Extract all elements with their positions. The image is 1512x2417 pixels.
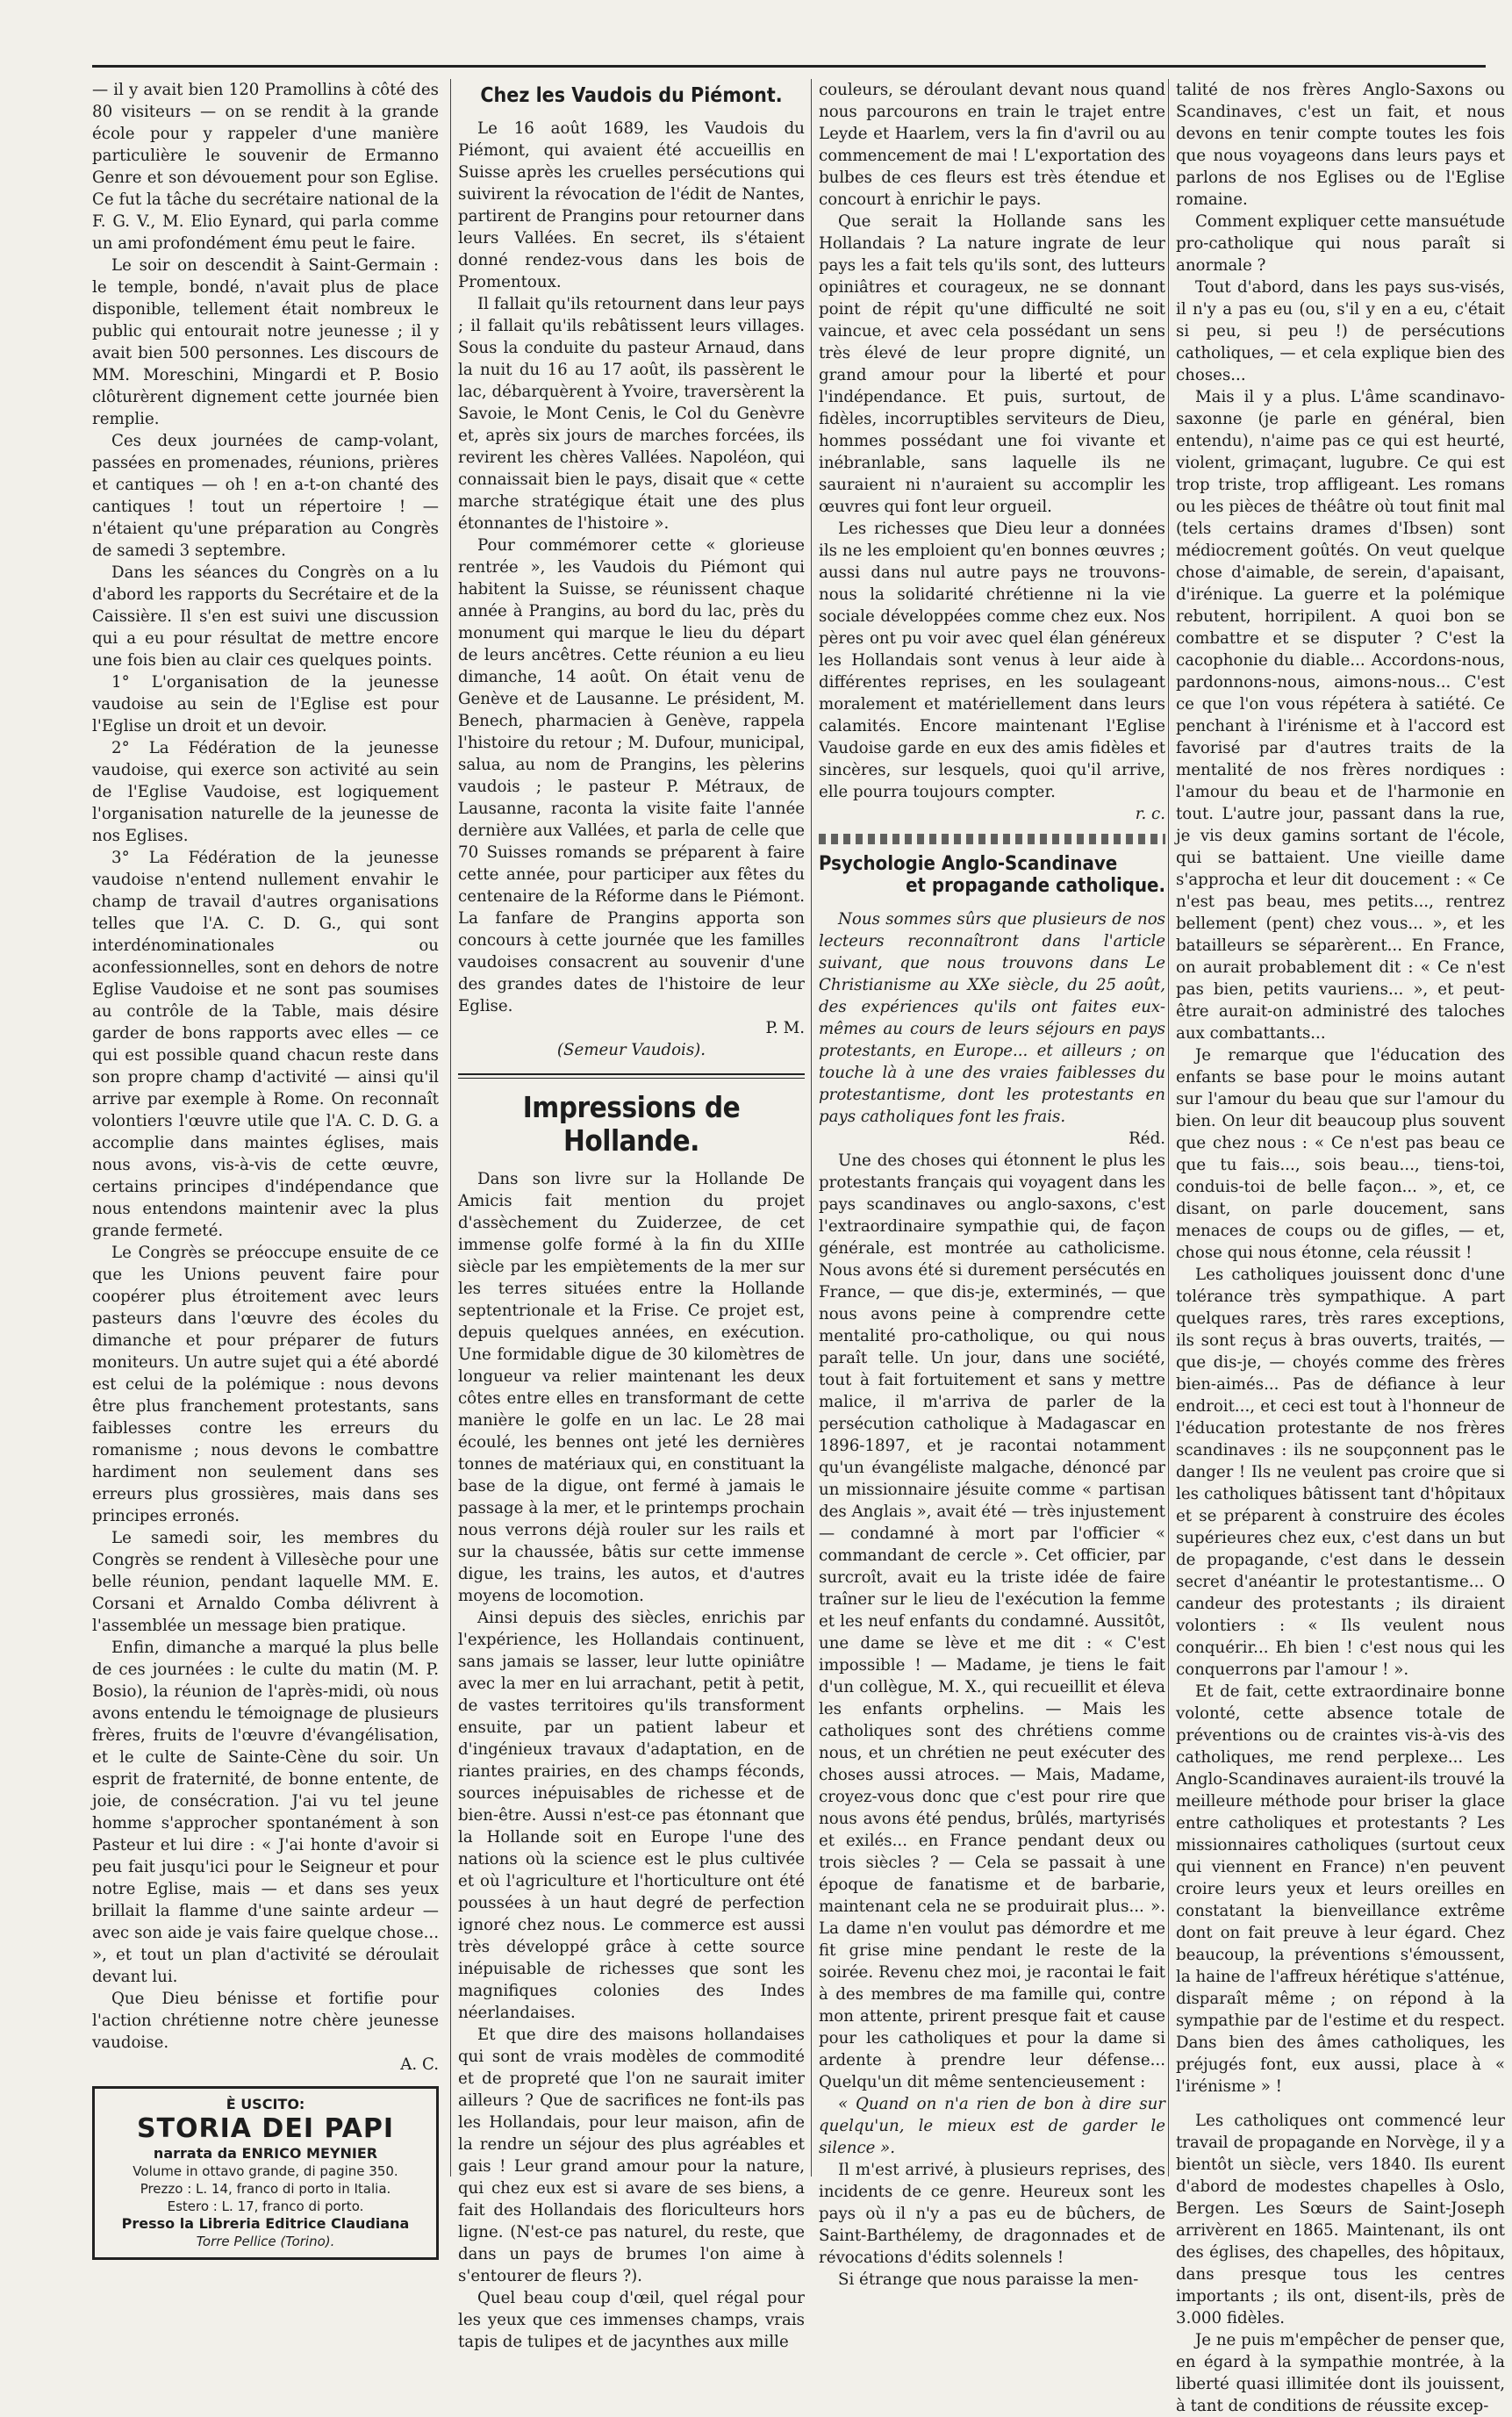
paragraph: Les richesses que Dieu leur a données ils ne les emploient qu'en bonnes œuvres ; aussi dans nul autre pays ne trouvons-nous la solidarité chrétienne ni la vie sociale développées comme chez eux. Nos pères ont pu voir avec quel élan généreux les Hollandais sont venus à leur aide à différentes reprises, en les soulageant moralement et matériellement dans leurs calamités. Encore maintenant l'Eglise Vaudoise garde en eux des amis fidèles et sincères, sur lesquels, quoi qu'il arrive, elle pourra toujours compter. xyxy=(819,520,1165,801)
paragraph: Que Dieu bénisse et fortifie pour l'action chrétienne notre chère jeunesse vaudoise. xyxy=(92,1990,439,2052)
paragraph: Je ne puis m'empêcher de penser que, en égard à la sympathie montrée, à la liberté quasi illimitée dont ils jouissent, à tant de conditions de réussite excep- xyxy=(1176,2331,1505,2415)
paragraph: Ces deux journées de camp-volant, passées en promenades, réunions, prières et cantiques — oh ! en a-t-on chanté des cantiques ! tout un répertoire ! — n'étaient qu'une préparation au Congrès de samedi 3 septembre. xyxy=(92,432,439,560)
ad-line: Torre Pellice (Torino). xyxy=(196,2234,335,2249)
book-advertisement xyxy=(92,2086,439,2260)
source-credit: (Semeur Vaudois). xyxy=(556,1041,706,1060)
paragraph: Le Congrès se préoccupe ensuite de ce que les Unions peuvent faire pour coopérer plus étroitement avec leurs pasteurs dans l'œuvre des écoles du dimanche et pour préparer de futurs moniteurs. Un autre sujet qui a été abordé est celui de la polémique : nous devons être plus franchement protestants, sans faiblesses contre les erreurs du romanisme ; nous devons le combattre hardiment non seulement dans ses erreurs plus grossières, mais dans ses principes erronés. xyxy=(92,1244,439,1525)
article-title: Impressions de Hollande. xyxy=(522,1090,741,1158)
paragraph: 3° La Fédération de la jeunesse vaudoise n'entend nullement envahir le champ de travail d'autres organisations telles que l'A. C. D. G., qui sont interdénominationales ou aconfessionnelles, sont en dehors de notre Eglise Vaudoise et ne sont pas soumises au contrôle de la Table, mais désire garder de bons rapports avec elles — ce qui est possible quand chacun reste dans son propre champ d'activité — ainsi qu'il arrive par exemple à Rome. On reconnaît volontiers l'œuvre utile que l'A. C. D. G. a accomplie dans maintes églises, mais nous avons, vis-à-vis de cette œuvre, certains principes d'indépendance que nous entendons maintenir avec la plus grande fermeté. xyxy=(92,849,439,1240)
paragraph: — il y avait bien 120 Pramollins à côté des 80 visiteurs — on se rendit à la grande école pour y rappeler d'une manière particulière le souvenir de Ermanno Genre et son dévouement pour son Eglise. Ce fut la tâche du secrétaire national de la F. G. V., M. Elio Eynard, qui parla comme un ami profondément ému peut le faire. xyxy=(92,81,439,253)
paragraph: Que serait la Hollande sans les Hollandais ? La nature ingrate de leur pays les a fait tels qu'ils sont, des lutteurs opiniâtres et courageux, ne se donnant point de répit qu'une difficulté ne soit vaincue, et avec cela possédant un sens très élevé de leur propre dignité, un grand amour pour la liberté et pour l'indépendance. Et puis, surtout, de fidèles, incorruptibles serviteurs de Dieu, hommes possédant une foi vivante et inébranlable, sans laquelle ils ne sauraient ni n'auraient su accomplir les œuvres qui font leur orgueil. xyxy=(819,212,1165,516)
editor-intro: Nous sommes sûrs que plusieurs de nos lecteurs reconnaîtront dans l'article suivant, que nous trouvons dans Le Christianisme au XXe siècle, du 25 août, des expériences qu'ils ont faites eux-mêmes au cours de leurs séjours en pays protestants, en Europe... et ailleurs ; on touche là à une des vraies faiblesses du protestantisme, dont les protestants en pays catholiques font les frais. xyxy=(819,909,1165,1126)
signature: r. c. xyxy=(1135,805,1165,823)
paragraph: Le 16 août 1689, les Vaudois du Piémont, qui avaient été accueillis en Suisse après les cruelles persécutions qui suivirent la révocation de l'édit de Nantes, partirent de Prangins pour retourner dans leurs Vallées. En secret, ils s'étaient donné rendez-vous dans les bois de Promentoux. xyxy=(458,119,805,292)
quote: « Quand on n'a rien de bon à dire sur quelqu'un, le mieux est de garder le silence ». xyxy=(819,2094,1165,2157)
ad-line: Prezzo : L. 14, franco di porto in Italia. xyxy=(140,2181,391,2197)
paragraph: Et que dire des maisons hollandaises qui sont de vrais modèles de commodité et de propreté que l'on ne saurait imiter ailleurs ? Que de sacrifices ne font-ils pas les Hollandais, pour leur maison, afin de la rendre un séjour des plus agréables et gais ! Leur grand amour pour la nature, qui chez eux est si avare de ses biens, a fait des Hollandais des floriculteurs hors ligne. (N'est-ce pas naturel, du reste, que dans un pays de brumes l'on aime à s'entourer de fleurs ?). xyxy=(458,2026,805,2286)
column-separator xyxy=(450,79,451,2177)
column-separator xyxy=(1168,79,1169,2177)
paragraph: Le samedi soir, les membres du Congrès se rendent à Villesèche pour une belle réunion, pendant laquelle MM. E. Corsani et Arnaldo Comba délivrent à l'assemblée un message bien pratique. xyxy=(92,1529,439,1635)
paragraph: Si étrange que nous paraisse la men- xyxy=(838,2270,1139,2289)
signature: Réd. xyxy=(1129,1129,1165,1148)
article-title: Chez les Vaudois du Piémont. xyxy=(480,84,783,107)
paragraph: Il fallait qu'ils retournent dans leur pays ; il fallait qu'ils rebâtissent leurs villages. Sous la conduite du pasteur Arnaud, dans la nuit du 16 au 17 août, ils passèrent le lac, débarquèrent à Yvoire, traversèrent la Savoie, le Mont Cenis, le Col du Genèvre et, après six jours de marches forcées, ils revirent les chères Vallées. Napoléon, qui connaissait bien le pays, disait que « cette marche stratégique était une des plus étonnantes de l'histoire ». xyxy=(458,295,805,534)
paragraph: 2° La Fédération de la jeunesse vaudoise, qui exerce son activité au sein de l'Eglise Vaudoise, est logiquement l'organisation naturelle de la jeunesse de nos Eglises. xyxy=(92,739,439,845)
section-divider xyxy=(458,1073,805,1079)
paragraph: Et de fait, cette extraordinaire bonne volonté, cette absence totale de préventions ou de craintes vis-à-vis des catholiques, me rend perplexe... Les Anglo-Scandinaves auraient-ils trouvé la meilleure méthode pour briser la glace entre catholiques et protestants ? Les missionnaires catholiques (surtout ceux qui viennent en France) n'en peuvent croire leurs yeux et leurs oreilles en constatant la bienveillance extrême dont on fait preuve à leur égard. Chez beaucoup, la préventions s'émoussent, la haine de l'affreux hérétique s'atténue, disparaît même ; on répond à la sympathie par de l'estime et du respect. Dans bien des âmes catholiques, les préjugés font, eux aussi, place à « l'irénisme » ! xyxy=(1176,1682,1505,2096)
paragraph: Tout d'abord, dans les pays sus-visés, il n'y a pas eu (ou, s'il y en a eu, c'était si peu, si peu !) de persécutions catholiques, — et cela explique bien des choses... xyxy=(1176,278,1505,384)
column-1 xyxy=(92,79,439,2249)
title-line: Psychologie Anglo-Scandinave xyxy=(819,853,1118,875)
article-title xyxy=(819,853,1165,898)
paragraph: talité de nos frères Anglo-Saxons ou Scandinaves, c'est un fait, et nous devons en tenir compte toutes les fois que nous voyageons dans leurs pays et parlons de nos Eglises ou de l'Eglise romaine. xyxy=(1176,81,1505,209)
ad-author: narrata da ENRICO MEYNIER xyxy=(153,2145,378,2162)
paragraph: Mais il y a plus. L'âme scandinavo-saxonne (je parle en général, bien entendu), n'aime pas ce qui est heurté, violent, grimaçant, lugubre. Ce qui est trop triste, trop affligeant. Les romans ou les pièces de théâtre où tout finit mal (tels certains drames d'Ibsen) sont médiocrement goûtés. On veut quelque chose d'aimable, de serein, d'apaisant, d'irénique. La guerre et la polémique rebutent, horripilent. A quoi bon se combattre et se disputer ? C'est la cacophonie du diable... Accordons-nous, pardonnons-nous, aimons-nous... C'est ce que l'on vous répétera à satiété. Ce penchant à l'irénisme et à l'accord est favorisé par d'autres traits de la mentalité de nos frères nordiques : l'amour du beau et de l'harmonie en tout. L'autre jour, passant dans la rue, je vis deux gamins sortant de l'école, qui se battaient. Une vieille dame s'approcha et leur dit doucement : « Ce n'est pas beau, mes petits..., rentrez bellement (pent) chez vous... », et les batailleurs se séparèrent... En France, on aurait probablement dit : « Ce n'est pas bien, petits vauriens... », et peut-être aurait-on administré des taloches aux combattants... xyxy=(1176,388,1505,1043)
paragraph: Ainsi depuis des siècles, enrichis par l'expérience, les Hollandais continuent, sans jamais se lasser, leur lutte opiniâtre avec la mer en lui arrachant, petit à petit, de vastes territoires qu'ils transforment ensuite, par un patient labeur et d'ingénieux travaux d'adaptation, en de riantes prairies, en des champs féconds, sources inépuisables de richesse et de bien-être. Aussi n'est-ce pas étonnant que la Hollande soit en Europe l'une des nations où la science est le plus cultivée et où l'agriculture et l'horticulture ont été poussées à un haut degré de perfection ignoré chez nous. Le commerce est aussi très développé grâce à cette source inépuisable de richesses que sont les magnifiques colonies des Indes néerlandaises. xyxy=(458,1609,805,2023)
paragraph: Pour commémorer cette « glorieuse rentrée », les Vaudois du Piémont qui habitent la Suisse, se réunissent chaque année à Prangins, au bord du lac, près du monument qui marque le lieu du départ de leurs ancêtres. Cette réunion a eu lieu dimanche, 14 août. On était venu de Genève et de Lausanne. Le président, M. Benech, pharmacien à Genève, rappela l'histoire du retour ; M. Dufour, municipal, salua, au nom de Prangins, les pèlerins vaudois ; le pasteur P. Métraux, de Lausanne, raconta la visite faite l'année dernière aux Vallées, et parla de celle que 70 Suisses romands se préparent à faire cette année, pour participer aux fêtes du centenaire de la Réforme dans le Piémont. La fanfare de Prangins apporta son concours à cette journée que les familles vaudoises consacrent au souvenir d'une des grandes dates de l'histoire de leur Eglise. xyxy=(458,536,805,1016)
paragraph: Les catholiques ont commencé leur travail de propagande en Norvège, il y a bientôt un siècle, vers 1840. Ils eurent d'abord de modestes chapelles à Oslo, Bergen. Les Sœurs de Saint-Joseph arrivèrent en 1865. Maintenant, ils ont des églises, des chapelles, des hôpitaux, dans presque tous les centres importants ; ils ont, disent-ils, près de 3.000 fidèles. xyxy=(1176,2112,1505,2327)
paragraph: Les catholiques jouissent donc d'une tolérance très sympathique. A part quelques rares, très rares exceptions, ils sont reçus à bras ouverts, traités, — que dis-je, — choyés comme des frères bien-aimés... Pas de défiance à leur endroit..., et ceci est tout à l'honneur de l'éducation protestante de nos frères scandinaves : ils ne soupçonnent pas le danger ! Ils ne veulent pas croire que si les catholiques bâtissent tant d'hôpitaux et se préparent à construire des écoles supérieures chez eux, c'est dans un but de propagande, c'est dans le dessein secret d'anéantir le protestantisme... O candeur des protestants ; ils diraient volontiers : « Ils veulent nous conquérir... Eh bien ! c'est nous qui les conquerrons par l'amour ! ». xyxy=(1176,1266,1505,1679)
ad-title: STORIA DEI PAPI xyxy=(136,2113,395,2144)
ad-line: Presso la Libreria Editrice Claudiana xyxy=(121,2215,410,2232)
column-2 xyxy=(458,79,805,2352)
paragraph: Il m'est arrivé, à plusieurs reprises, des incidents de ce genre. Heureux sont les pays où il n'y a pas eu de bûchers, de Saint-Barthélemy, de dragonnades et de révocations d'édits solennels ! xyxy=(819,2160,1165,2267)
top-rule xyxy=(92,65,1486,68)
signature: P. M. xyxy=(765,1019,805,1038)
title-line: et propagande catholique. xyxy=(906,875,1165,898)
column-4 xyxy=(1176,79,1505,2415)
paragraph: 1° L'organisation de la jeunesse vaudoise au sein de l'Eglise est pour l'Eglise un droit et un devoir. xyxy=(92,673,439,735)
paragraph: Dans les séances du Congrès on a lu d'abord les rapports du Secrétaire et de la Caissière. Il s'en est suivi une discussion qui a eu pour résultat de mettre encore une fois bien au clair ces quelques points. xyxy=(92,563,439,670)
paragraph: Enfin, dimanche a marqué la plus belle de ces journées : le culte du matin (M. P. Bosio), la réunion de l'après-midi, où nous avons entendu le témoignage de plusieurs frères, fruits de l'œuvre d'évangélisation, et le culte de Sainte-Cène du soir. Un esprit de fraternité, de bonne entente, de joie, de consécration. J'ai vu tel jeune homme s'approcher spontanément à son Pasteur et lui dire : « J'ai honte d'avoir si peu fait jusqu'ici pour le Seigneur et pour notre Eglise, mais — et dans ses yeux brillait la flamme d'une sainte ardeur — avec son aide je vais faire quelque chose... », et tout un plan d'activité se déroulait devant lui. xyxy=(92,1639,439,1986)
signature: A. C. xyxy=(400,2055,439,2074)
paragraph: Quel beau coup d'œil, quel régal pour les yeux que ces immenses champs, vrais tapis de tulipes et de jacynthes aux mille xyxy=(458,2289,805,2352)
paragraph: Le soir on descendit à Saint-Germain : le temple, bondé, n'avait plus de place disponible, tellement était nombreux le public qui entourait notre jeunesse ; il y avait bien 500 personnes. Les discours de MM. Moreschini, Mingardi et P. Bosio clôturèrent dignement cette journée bien remplie. xyxy=(92,256,439,428)
ad-line: Estero : L. 17, franco di porto. xyxy=(167,2198,364,2214)
paragraph: Comment expliquer cette mansuétude pro-catholique qui nous paraît si anormale ? xyxy=(1176,212,1505,275)
column-separator xyxy=(811,79,812,2177)
ad-line: Volume in ottavo grande, di pagine 350. xyxy=(133,2163,398,2179)
paragraph: Dans son livre sur la Hollande De Amicis fait mention du projet d'assèchement du Zuiderzee, de cet immense golfe formé à la fin du XIIIe siècle par les empiètements de la mer sur les terres situées entre la Hollande septentrionale et la Frise. Ce projet est, depuis quelques années, en exécution. Une formidable digue de 30 kilomètres de longueur va relier maintenant les deux côtes entre elles en transformant de cette manière le golfe en un lac. Le 28 mai écoulé, les bennes ont jeté les dernières tonnes de matériaux qui, en constituant la base de la digue, ont fermé à jamais le passage à la mer, et le printemps prochain nous verrons déjà rouler sur les rails et sur la chaussée, bâtis sur cette immense digue, les trains, les autos, et d'autres moyens de locomotion. xyxy=(458,1170,805,1606)
ornament-divider xyxy=(819,834,1165,844)
ad-line: È USCITO: xyxy=(226,2096,305,2112)
paragraph: Je remarque que l'éducation des enfants se base pour le moins autant sur l'amour du beau que sur l'amour du bien. On leur dit beaucoup plus souvent que chez nous : « Ce n'est pas beau ce que tu fais..., sois beau..., tiens-toi, conduis-toi de belle façon... », et, ce disant, on parle doucement, sans menaces de coups ou de gifles, — et, chose qui nous étonne, cela réussit ! xyxy=(1176,1046,1505,1262)
paragraph: couleurs, se déroulant devant nous quand nous parcourons en train le trajet entre Leyde et Haarlem, vers la fin d'avril ou au commencement de mai ! L'exportation des bulbes de ces fleurs est très étendue et concourt à enrichir le pays. xyxy=(819,81,1165,209)
paragraph: Une des choses qui étonnent le plus les protestants français qui voyagent dans les pays scandinaves ou anglo-saxons, c'est l'extraordinaire sympathie qui, de façon générale, est montrée au catholicisme. Nous avons été si durement persécutés en France, — que dis-je, exterminés, — que nous avons peine à comprendre cette mentalité pro-catholique, ou qui nous paraît telle. Un jour, dans une société, tout à fait fortuitement et sans y mettre malice, il m'arriva de parler de la persécution catholique à Madagascar en 1896-1897, et je racontai notamment qu'un évangéliste malgache, dénoncé par un missionnaire jésuite comme « partisan des Anglais », avait été — très injustement — condamné à mort par l'officier « commandant de cercle ». Cet officier, par surcroît, avait eu la triste idée de faire traîner sur le lieu de l'exécution la femme et les neuf enfants du condamné. Aussitôt, une dame se lève et me dit : « C'est impossible ! — Madame, je tiens le fait d'un collègue, M. X., qui recueillit et éleva les enfants orphelins. — Mais les catholiques sont des chrétiens comme nous, et un chrétien ne peut exécuter des choses aussi atroces. — Mais, Madame, croyez-vous donc que c'est pour rire que nous avons été pendus, brûlés, martyrisés et exilés... en France pendant deux ou trois siècles ? — Cela se passait à une époque de fanatisme et de barbarie, maintenant cela ne se produirait plus... ». La dame n'en voulut pas démordre et me fit grise mine pendant le reste de la soirée. Revenu chez moi, je racontai le fait à des membres de ma famille qui, contre mon attente, prirent presque fait et cause pour les catholiques et pour la dame si ardente à prendre leur défense... Quelqu'un dit même sentencieusement : xyxy=(819,1151,1165,2091)
column-3 xyxy=(819,79,1165,2289)
